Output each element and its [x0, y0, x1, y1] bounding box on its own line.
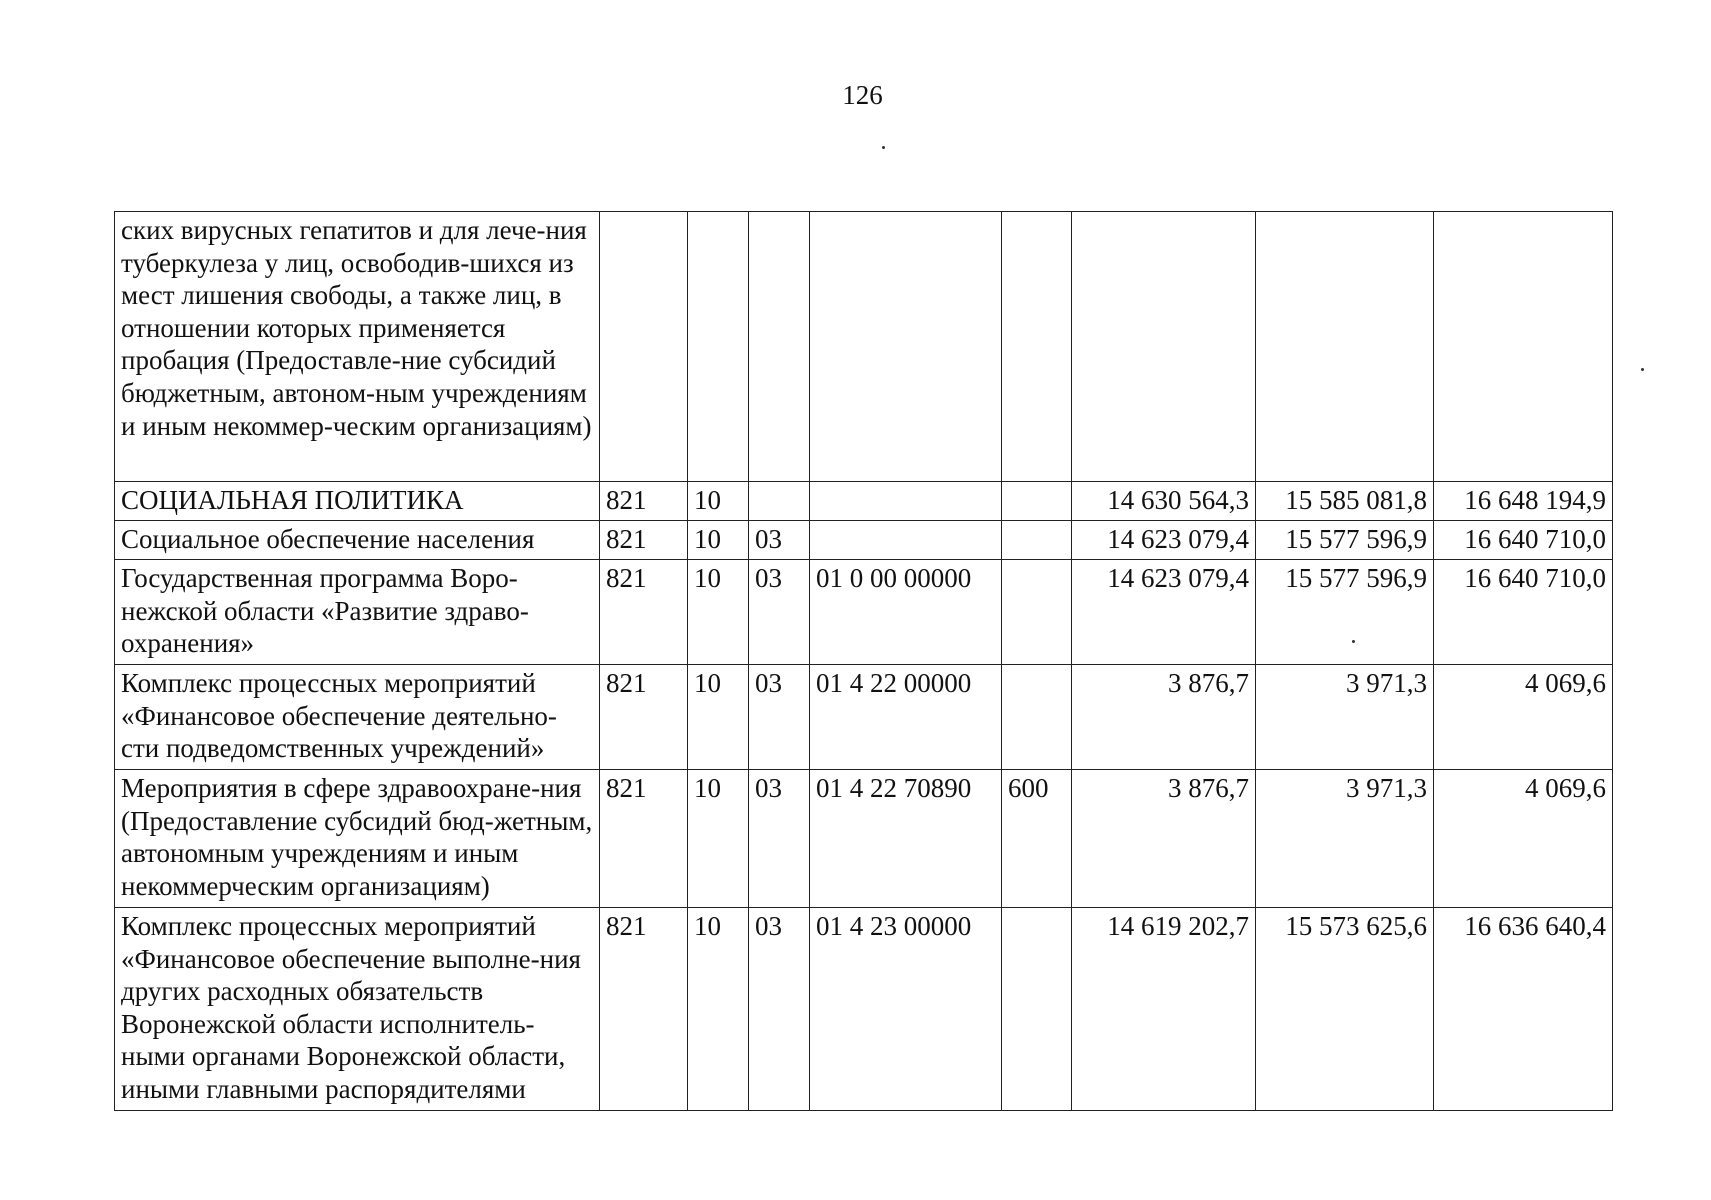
- row-amount-1: [1072, 212, 1256, 482]
- row-amount-1: 3 876,7: [1072, 770, 1256, 908]
- table-row: [115, 665, 1613, 770]
- row-pr: 03: [749, 665, 810, 770]
- row-vr: [1002, 908, 1072, 1111]
- row-amount-1: 3 876,7: [1072, 665, 1256, 770]
- row-amount-3: 16 636 640,4: [1434, 908, 1613, 1111]
- budget-table: [114, 211, 1613, 1111]
- row-rz: 10: [688, 665, 749, 770]
- row-gr: 821: [600, 908, 688, 1111]
- row-pr: [749, 212, 810, 482]
- row-amount-3: 4 069,6: [1434, 770, 1613, 908]
- page-number: 126: [842, 80, 883, 110]
- scan-speck: [1641, 368, 1644, 371]
- row-gr: 821: [600, 770, 688, 908]
- row-rz: 10: [688, 521, 749, 560]
- row-amount-2: [1256, 212, 1434, 482]
- row-name: Комплекс процессных мероприятий «Финансовое обеспечение деятельно-сти подведомственных учреждений»: [115, 665, 600, 770]
- row-amount-2: 3 971,3: [1256, 770, 1434, 908]
- row-pr: 03: [749, 770, 810, 908]
- row-rz: 10: [688, 482, 749, 521]
- row-name: Мероприятия в сфере здравоохране-ния (Предоставление субсидий бюд-жетным, автономным учреждениям и иным некоммерческим организациям): [115, 770, 600, 908]
- row-amount-1: 14 630 564,3: [1072, 482, 1256, 521]
- row-csr: 01 4 22 70890: [810, 770, 1002, 908]
- scan-speck: [882, 146, 885, 149]
- row-rz: 10: [688, 770, 749, 908]
- table-row: [115, 521, 1613, 560]
- row-amount-3: 4 069,6: [1434, 665, 1613, 770]
- row-csr: 01 0 00 00000: [810, 560, 1002, 665]
- row-amount-1: 14 623 079,4: [1072, 560, 1256, 665]
- row-gr: 821: [600, 482, 688, 521]
- row-name: Комплекс процессных мероприятий «Финансовое обеспечение выполне-ния других расходных обязательств Воронежской области исполнитель-ными органами Воронежской области, иными главными распорядителями: [115, 908, 600, 1111]
- row-rz: 10: [688, 908, 749, 1111]
- row-pr: 03: [749, 908, 810, 1111]
- row-gr: 821: [600, 560, 688, 665]
- row-amount-3: 16 648 194,9: [1434, 482, 1613, 521]
- row-name: ских вирусных гепатитов и для лече-ния туберкулеза у лиц, освободив-шихся из мест лишения свободы, а также лиц, в отношении которых применяется пробация (Предоставле-ние субсидий бюджетным, автоном-ным учреждениям и иным некоммер-ческим организациям): [115, 212, 600, 482]
- table-row: [115, 908, 1613, 1111]
- row-vr: [1002, 212, 1072, 482]
- row-pr: 03: [749, 560, 810, 665]
- table-row: [115, 212, 1613, 482]
- row-csr: 01 4 22 00000: [810, 665, 1002, 770]
- row-rz: [688, 212, 749, 482]
- row-gr: 821: [600, 665, 688, 770]
- table-row: [115, 482, 1613, 521]
- row-csr: [810, 482, 1002, 521]
- row-csr: [810, 521, 1002, 560]
- row-rz: 10: [688, 560, 749, 665]
- row-amount-3: 16 640 710,0: [1434, 521, 1613, 560]
- row-amount-1: 14 619 202,7: [1072, 908, 1256, 1111]
- row-csr: 01 4 23 00000: [810, 908, 1002, 1111]
- row-csr: [810, 212, 1002, 482]
- row-amount-2: 15 577 596,9: [1256, 521, 1434, 560]
- row-amount-2: 15 585 081,8: [1256, 482, 1434, 521]
- row-amount-2: 3 971,3: [1256, 665, 1434, 770]
- row-vr: [1002, 665, 1072, 770]
- row-pr: 03: [749, 521, 810, 560]
- row-pr: [749, 482, 810, 521]
- row-vr: [1002, 521, 1072, 560]
- row-name: Социальное обеспечение населения: [115, 521, 600, 560]
- row-amount-2: 15 577 596,9: [1256, 560, 1434, 665]
- row-amount-3: 16 640 710,0: [1434, 560, 1613, 665]
- table-row: [115, 560, 1613, 665]
- row-vr: [1002, 560, 1072, 665]
- row-vr: [1002, 482, 1072, 521]
- row-gr: 821: [600, 521, 688, 560]
- row-name: Государственная программа Воро-нежской области «Развитие здраво-охранения»: [115, 560, 600, 665]
- row-gr: [600, 212, 688, 482]
- row-amount-2: 15 573 625,6: [1256, 908, 1434, 1111]
- row-amount-1: 14 623 079,4: [1072, 521, 1256, 560]
- row-vr: 600: [1002, 770, 1072, 908]
- row-amount-3: [1434, 212, 1613, 482]
- row-name: СОЦИАЛЬНАЯ ПОЛИТИКА: [115, 482, 600, 521]
- table-row: [115, 770, 1613, 908]
